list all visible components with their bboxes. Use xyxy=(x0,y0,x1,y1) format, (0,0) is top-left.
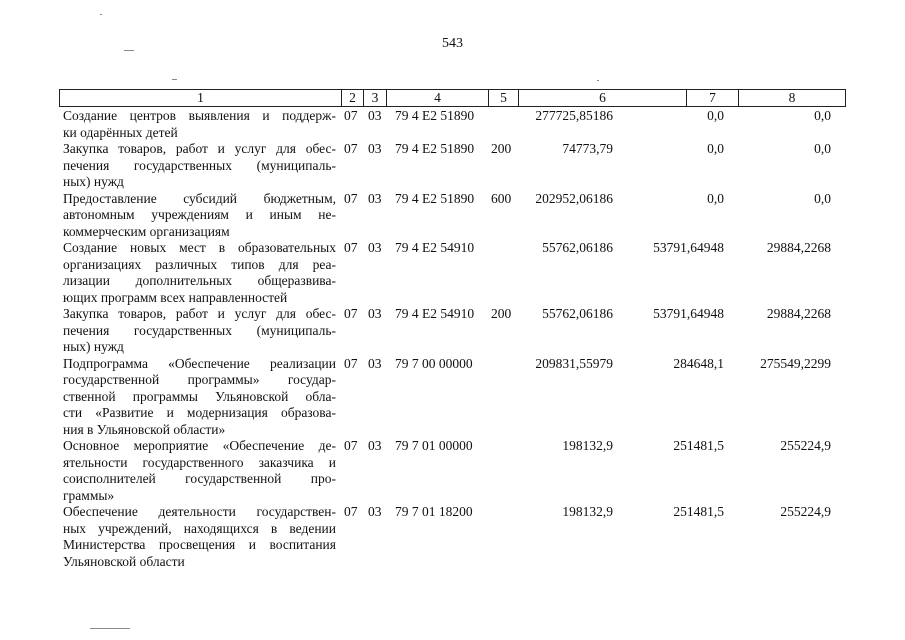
subsection-code: 03 xyxy=(368,108,382,123)
description-line: Создание новых мест в образовательных xyxy=(63,240,336,255)
amount-year-2: 0,0 xyxy=(707,141,724,156)
description-line: ющих программ всех направленностей xyxy=(63,289,288,305)
description-line: Закупка товаров, работ и услуг для обес- xyxy=(63,306,336,321)
description-line: граммы» xyxy=(63,487,115,503)
description-line: сти «Развитие и модернизация образова- xyxy=(63,405,336,420)
table-row xyxy=(63,191,843,241)
target-article-code: 79 7 01 00000 xyxy=(395,438,473,453)
scan-speck xyxy=(172,79,177,80)
description-line: Предоставление субсидий бюджетным, xyxy=(63,190,336,206)
subsection-code: 03 xyxy=(368,438,382,453)
amount-year-1: 209831,55979 xyxy=(535,355,613,371)
section-code: 07 xyxy=(344,438,358,453)
scan-speck xyxy=(124,50,134,51)
subsection-code: 03 xyxy=(368,504,382,519)
section-code: 07 xyxy=(344,141,358,156)
description-line: Обеспечение деятельности государствен- xyxy=(63,504,336,519)
target-article-code: 79 4 E2 51890 xyxy=(395,141,475,156)
row-description xyxy=(63,504,336,570)
description-line: государственной программы» государ- xyxy=(63,372,336,387)
amount-year-2: 53791,64948 xyxy=(653,306,724,321)
amount-year-2: 284648,1 xyxy=(673,355,724,371)
description-line: печения государственных (муниципаль- xyxy=(63,322,336,338)
scan-speck xyxy=(100,14,102,15)
amount-year-3: 275549,2299 xyxy=(760,355,831,371)
description-line: Основное мероприятие «Обеспечение де- xyxy=(63,438,336,453)
description-line: Ульяновской области xyxy=(63,553,185,569)
amount-year-2: 0,0 xyxy=(707,190,724,206)
description-line: ных) нужд xyxy=(63,339,124,354)
expense-type-code: 200 xyxy=(491,141,512,156)
section-code: 07 xyxy=(344,306,358,321)
description-line: Создание центров выявления и поддерж- xyxy=(63,108,336,123)
amount-year-3: 255224,9 xyxy=(780,504,831,519)
amount-year-1: 198132,9 xyxy=(562,504,613,519)
subsection-code: 03 xyxy=(368,306,382,321)
description-line: ных) нужд xyxy=(63,174,124,189)
amount-year-3: 0,0 xyxy=(814,141,831,156)
target-article-code: 79 4 E2 51890 xyxy=(395,108,475,123)
description-line: Министерства просвещения и воспитания xyxy=(63,537,336,552)
target-article-code: 79 7 00 00000 xyxy=(395,355,473,371)
scan-speck xyxy=(597,80,599,81)
table-body xyxy=(63,108,843,570)
target-article-code: 79 4 E2 51890 xyxy=(395,190,475,206)
amount-year-3: 255224,9 xyxy=(780,438,831,453)
amount-year-3: 29884,2268 xyxy=(766,306,831,321)
row-description xyxy=(63,240,336,306)
section-code: 07 xyxy=(344,355,358,371)
table-row xyxy=(63,240,843,306)
amount-year-1: 198132,9 xyxy=(562,438,613,453)
header-col-7: 7 xyxy=(686,90,738,106)
amount-year-2: 0,0 xyxy=(707,108,724,123)
target-article-code: 79 7 01 18200 xyxy=(395,504,473,519)
header-col-2: 2 xyxy=(341,90,363,106)
description-line: ния в Ульяновской области» xyxy=(63,421,226,437)
row-description xyxy=(63,356,336,439)
subsection-code: 03 xyxy=(368,355,382,371)
amount-year-1: 202952,06186 xyxy=(535,190,613,206)
expense-type-code: 200 xyxy=(491,306,512,321)
description-line: ственной программы Ульяновской обла- xyxy=(63,388,336,404)
description-line: автономным учреждениям и иным не- xyxy=(63,207,336,222)
amount-year-2: 251481,5 xyxy=(673,504,724,519)
table-row xyxy=(63,108,843,141)
scan-speck xyxy=(90,628,130,629)
amount-year-3: 0,0 xyxy=(814,190,831,206)
description-line: ятельности государственного заказчика и xyxy=(63,454,336,470)
amount-year-1: 55762,06186 xyxy=(542,306,613,321)
description-line: коммерческим организациям xyxy=(63,223,230,239)
table-row xyxy=(63,438,843,504)
row-description xyxy=(63,141,336,191)
description-line: организациях различных типов для реа- xyxy=(63,256,336,272)
description-line: печения государственных (муниципаль- xyxy=(63,157,336,173)
section-code: 07 xyxy=(344,190,358,206)
amount-year-3: 0,0 xyxy=(814,108,831,123)
subsection-code: 03 xyxy=(368,240,382,255)
amount-year-3: 29884,2268 xyxy=(766,240,831,255)
section-code: 07 xyxy=(344,504,358,519)
target-article-code: 79 4 E2 54910 xyxy=(395,306,475,321)
row-description xyxy=(63,438,336,504)
header-col-4: 4 xyxy=(386,90,488,106)
amount-year-1: 277725,85186 xyxy=(535,108,613,123)
subsection-code: 03 xyxy=(368,141,382,156)
description-line: Закупка товаров, работ и услуг для обес- xyxy=(63,141,336,156)
description-line: соисполнителей государственной про- xyxy=(63,471,336,486)
amount-year-2: 53791,64948 xyxy=(653,240,724,255)
amount-year-1: 74773,79 xyxy=(562,141,613,156)
description-line: ки одарённых детей xyxy=(63,124,178,140)
description-line: ных учреждений, находящихся в ведении xyxy=(63,520,336,536)
header-col-6: 6 xyxy=(518,90,686,106)
table-row xyxy=(63,141,843,191)
description-line: Подпрограмма «Обеспечение реализации xyxy=(63,355,336,371)
page-number: 543 xyxy=(442,36,463,51)
row-description xyxy=(63,191,336,241)
row-description xyxy=(63,108,336,141)
section-code: 07 xyxy=(344,108,358,123)
amount-year-2: 251481,5 xyxy=(673,438,724,453)
table-row xyxy=(63,504,843,570)
header-col-8: 8 xyxy=(738,90,845,106)
table-row xyxy=(63,356,843,439)
header-col-1: 1 xyxy=(197,90,204,105)
target-article-code: 79 4 E2 54910 xyxy=(395,240,475,255)
table-row xyxy=(63,306,843,356)
section-code: 07 xyxy=(344,240,358,255)
header-col-3: 3 xyxy=(363,90,386,106)
description-line: лизации дополнительных общеразвива- xyxy=(63,273,336,288)
expense-type-code: 600 xyxy=(491,190,512,206)
subsection-code: 03 xyxy=(368,190,382,206)
header-col-5: 5 xyxy=(488,90,518,106)
amount-year-1: 55762,06186 xyxy=(542,240,613,255)
row-description xyxy=(63,306,336,356)
table-header xyxy=(59,89,846,107)
